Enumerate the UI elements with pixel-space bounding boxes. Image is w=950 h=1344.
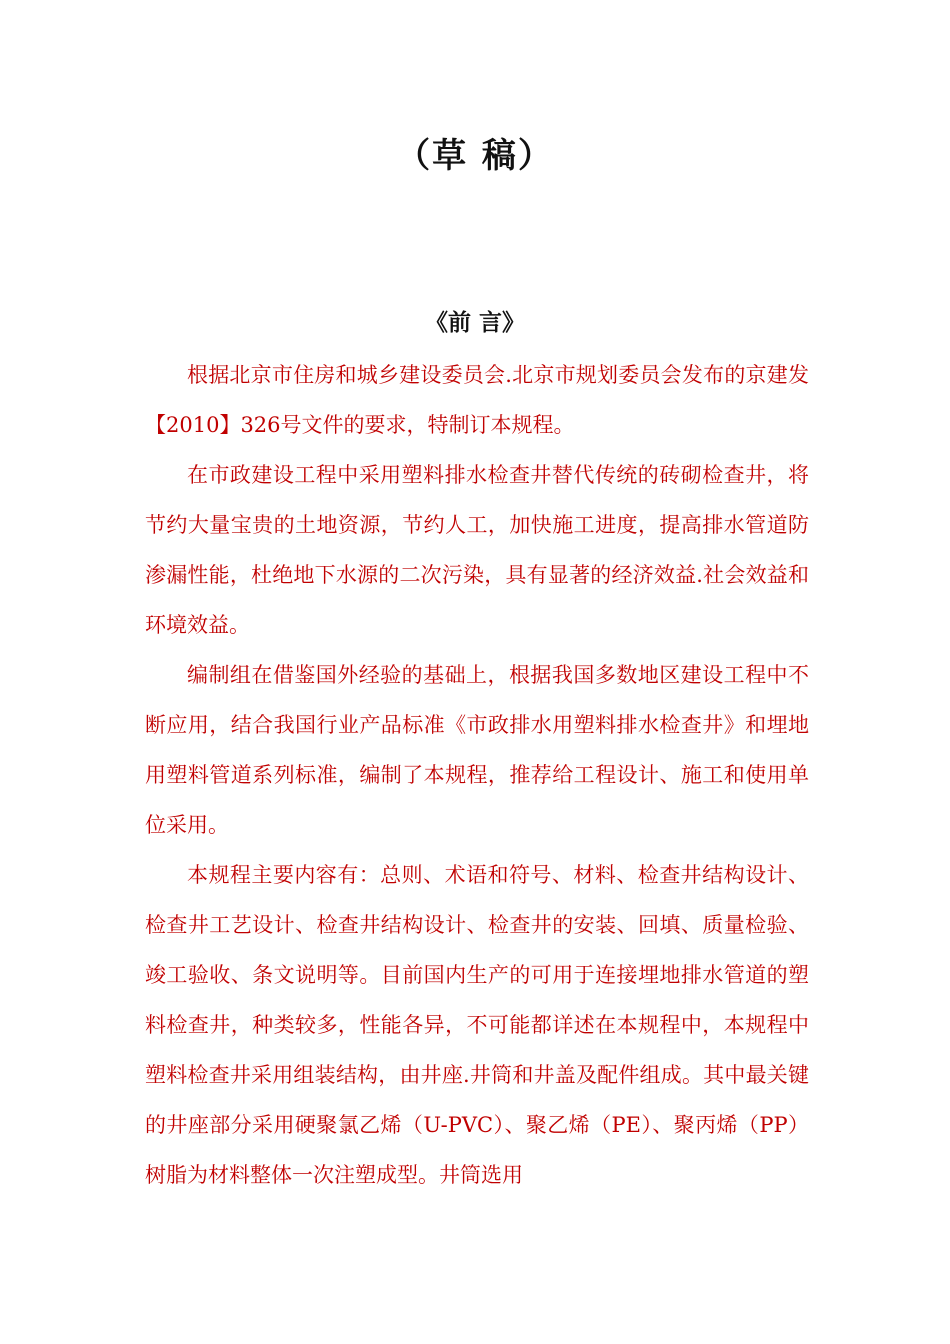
paragraph-contents: 本规程主要内容有：总则、术语和符号、材料、检查井结构设计、检查井工艺设计、检查井结构设计、检查井的安装、回填、质量检验、竣工验收、条文说明等。目前国内生产的可用于连接埋地排水管道的塑料检查井，种类较多，性能各异，不可能都详述在本规程中，本规程中塑料检查井采用组装结构，由井座.井筒和井盖及配件组成。其中最关键的井座部分采用硬聚氯乙烯（U-PVC）、聚乙烯（PE）、聚丙烯（PP）树脂为材料整体一次注塑成型。井筒选用 — [145, 863, 809, 1187]
paragraph-benefits: 在市政建设工程中采用塑料排水检查井替代传统的砖砌检查井，将节约大量宝贵的土地资源，节约人工，加快施工进度，提高排水管道防渗漏性能，杜绝地下水源的二次污染，具有显著的经济效益.社会效益和环境效益。 — [145, 463, 809, 637]
draft-label: （草 稿） — [396, 136, 554, 176]
preface-body — [145, 350, 809, 1200]
preface-title: 《前 言》 — [424, 309, 525, 336]
paragraph-basis: 根据北京市住房和城乡建设委员会.北京市规划委员会发布的京建发【2010】326号文件的要求，特制订本规程。 — [145, 363, 809, 437]
paragraph-standards: 编制组在借鉴国外经验的基础上，根据我国多数地区建设工程中不断应用，结合我国行业产品标准《市政排水用塑料排水检查井》和埋地用塑料管道系列标准，编制了本规程，推荐给工程设计、施工和使用单位采用。 — [145, 663, 809, 837]
